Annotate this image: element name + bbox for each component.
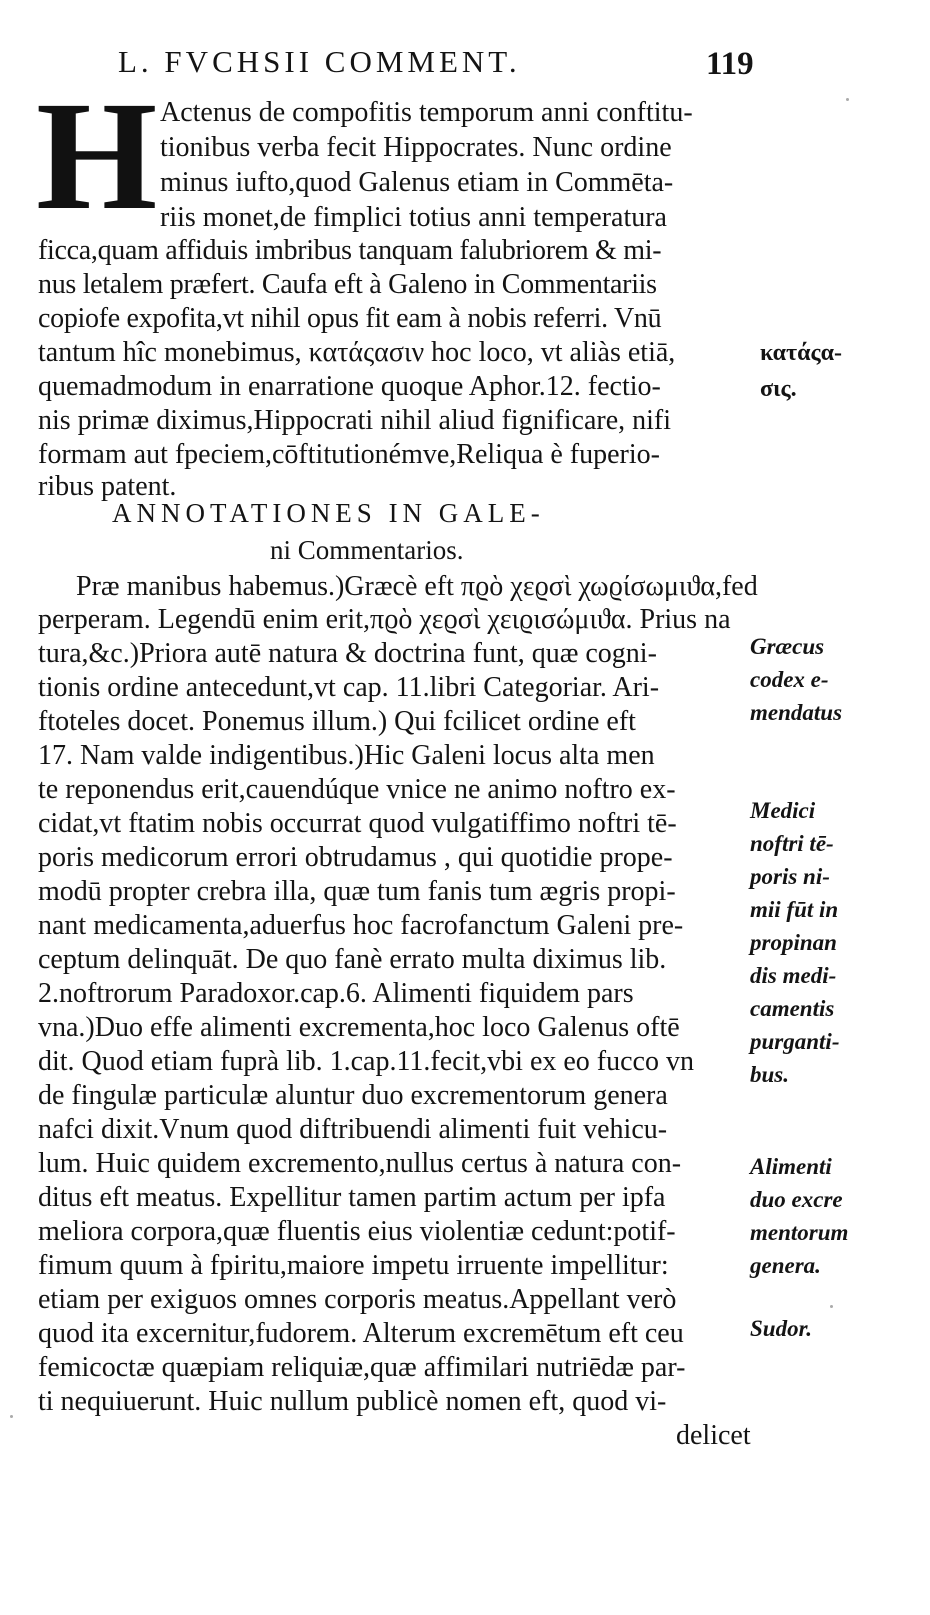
annotation-line: poris medicorum errori obtrudamus , qui quotidie prope- [38,842,673,873]
page-number: 119 [706,46,754,82]
text-line: riis monet,de fimplici totius anni temperatura [160,202,667,233]
section-heading: ANNOTATIONES IN GALE- [112,498,545,528]
margin-note-physicians: Medici noftri tē- poris ni- mii fūt in propinan dis medi- camentis purganti- bus. [750,798,840,1087]
annotation-line: 17. Nam valde indigentibus.)Hic Galeni locus alta men [38,740,655,771]
text-line: formam aut fpeciem,cōftitutionémve,Reliqua è fuperio- [38,439,660,470]
text-line: ficca,quam affiduis imbribus tanquam falubriorem & mi- [38,235,662,266]
margin-note-greek-codex: Græcus codex e- mendatus [750,634,843,725]
text-line: minus iufto,quod Galenus etiam in Commēta- [160,167,674,198]
text-line: quemadmodum in enarratione quoque Aphor.12. fectio- [38,371,661,402]
paper-speck [10,1415,13,1418]
annotation-line: nant medicamenta,aduerfus hoc facrofanctum Galeni pre- [38,910,684,941]
annotation-line: vna.)Duo effe alimenti excrementa,hoc loco Galenus oftē [38,1012,680,1043]
margin-note-excrements: Alimenti duo excre mentorum genera. [750,1154,849,1278]
text-line: tionibus verba fecit Hippocrates. Nunc ordine [160,132,672,163]
annotation-line: ti nequiuerunt. Huic nullum publicè nomen eft, quod vi- [38,1386,667,1417]
annotation-line: meliora corpora,quæ fluentis eius violentiæ cedunt:potif- [38,1216,676,1247]
section-subheading: ni Commentarios. [270,535,464,565]
text-line: copiofe expofita,vt nihil opus fit eam à nobis referri. Vnū [38,303,662,334]
annotation-line: ceptum delinquāt. De quo fanè errato multa diximus lib. [38,944,667,975]
text-line: nis primæ diximus,Hippocrati nihil aliud fignificare, nifi [38,405,672,436]
annotation-line: femicoctæ quæpiam reliquiæ,quæ affimilari nutriēdæ par- [38,1352,686,1383]
annotation-line: tionis ordine antecedunt,vt cap. 11.libri Categoriar. Ari- [38,672,660,703]
running-header: L. FVCHSII COMMENT. [118,44,521,79]
annotation-line: te reponendus erit,cauendúque vnice ne animo noftro ex- [38,774,676,805]
decorated-initial: H [36,69,158,242]
annotation-line: perperam. Legendū enim erit,πϱὸ χεϱσὶ χειϱισώμιϑα. Prius na [38,604,731,635]
annotation-line: nafci dixit.Vnum quod diftribuendi alimenti fuit vehicu- [38,1114,668,1145]
annotation-line: dit. Quod etiam fuprà lib. 1.cap.11.fecit,vbi ex eo fucco vn [38,1046,694,1077]
paper-speck [830,1305,833,1308]
margin-note-greek-term: κατάςα- σις. [760,340,842,402]
annotation-line: ditus eft meatus. Expellitur tamen partim actum per ipfa [38,1182,666,1213]
annotation-line: cidat,vt ftatim nobis occurrat quod vulgatiffimo noftri tē- [38,808,677,839]
annotation-line: ftoteles docet. Ponemus illum.) Qui fcilicet ordine eft [38,706,636,737]
annotation-line: delicet [676,1420,751,1451]
annotation-line: lum. Huic quidem excremento,nullus certus à natura con- [38,1148,682,1179]
text-line: ribus patent. [38,471,177,502]
annotation-line: quod ita excernitur,fudorem. Alterum excremētum eft ceu [38,1318,684,1349]
annotation-line: Præ manibus habemus.)Græcè eft πϱὸ χεϱσὶ χωϱίσωμιϑα,fed [76,571,758,602]
text-line: nus letalem præfert. Caufa eft à Galeno in Commentariis [38,269,657,300]
annotation-line: modū propter crebra illa, quæ tum fanis tum ægris propi- [38,876,676,907]
annotation-line: de fingulæ particulæ aluntur duo excrementorum genera [38,1080,668,1111]
annotation-line: fimum quum à fpiritu,maiore impetu irruente impellitur: [38,1250,669,1281]
paper-speck [846,98,849,101]
text-line: tantum hîc monebimus, κατάςασιν hoc loco, vt aliàs etiā, [38,337,676,368]
annotation-line: 2.noftrorum Paradoxor.cap.6. Alimenti fiquidem pars [38,978,634,1009]
annotation-line: etiam per exiguos omnes corporis meatus.Appellant verò [38,1284,677,1315]
margin-note-sweat: Sudor. [750,1316,813,1341]
annotation-line: tura,&c.)Priora autē natura & doctrina funt, quæ cogni- [38,638,657,669]
text-line: Actenus de compofitis temporum anni conftitu- [160,97,693,128]
